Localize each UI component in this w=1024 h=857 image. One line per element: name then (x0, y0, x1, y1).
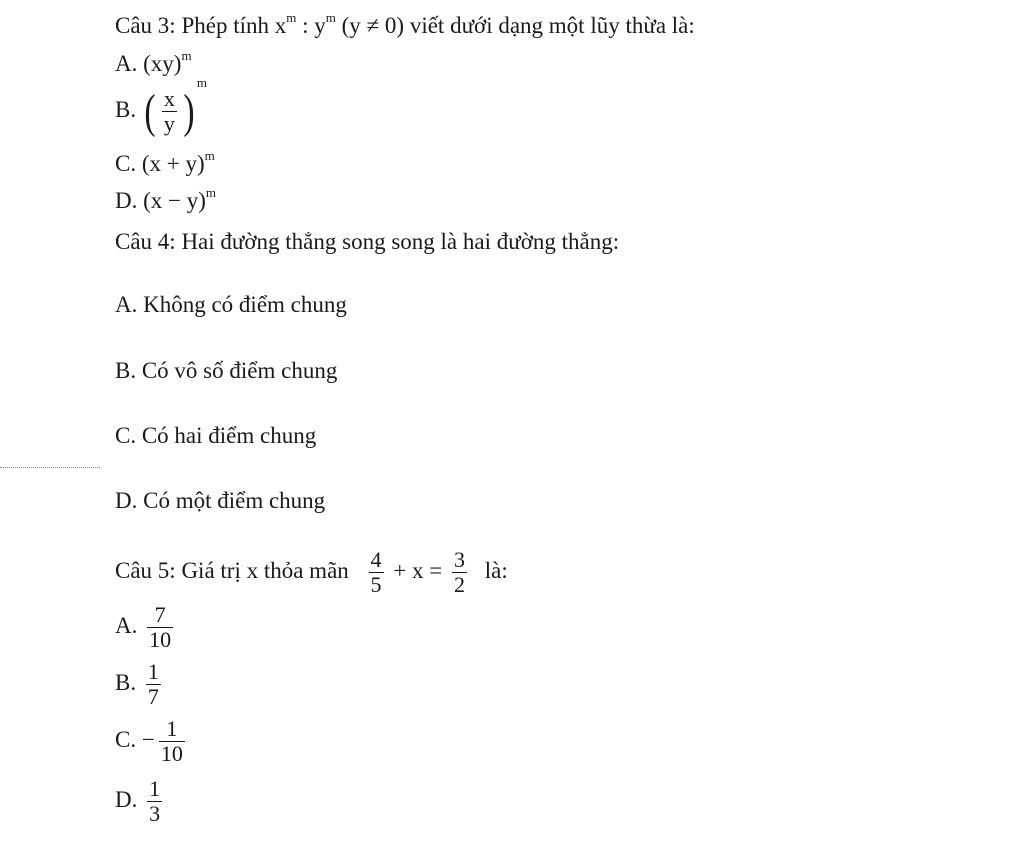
denominator: y (163, 111, 175, 137)
q3-stem-exp-y: m (325, 10, 336, 25)
denominator: 7 (147, 684, 159, 710)
q5-option-d (115, 772, 166, 828)
option-label: D. (115, 787, 138, 812)
q3-d-base: (x − y) (143, 188, 206, 213)
option-label: B. (115, 670, 137, 695)
q5-fraction-1 (369, 548, 384, 597)
q3-option-c (115, 150, 215, 178)
numerator: 7 (147, 603, 173, 628)
q4-option-b: B. Có vô số điểm chung (115, 358, 338, 383)
q5-stem-mid: + x = (393, 558, 443, 583)
q4-option-a: A. Không có điểm chung (115, 292, 347, 317)
denominator: 10 (160, 741, 183, 767)
option-label: C. (115, 151, 137, 176)
q5-d-fraction (147, 777, 162, 826)
q3-stem-cond: (y ≠ 0) (335, 13, 410, 38)
q3-stem-colon: : (296, 13, 315, 38)
q3-d-exp: m (205, 185, 217, 200)
q5-c-fraction (159, 717, 185, 766)
q3-b-fraction (162, 87, 177, 136)
q3-a-base: (xy) (143, 51, 182, 76)
q5-stem (115, 543, 508, 599)
q4-option-c: C. Có hai điểm chung (115, 423, 317, 448)
q3-c-exp: m (204, 148, 215, 163)
q4-option-d: D. Có một điểm chung (115, 488, 326, 513)
q5-b-fraction (146, 660, 161, 709)
option-label: C. (115, 727, 137, 752)
numerator: 4 (370, 547, 382, 573)
q3-stem (115, 12, 695, 40)
option-label: B. (115, 97, 137, 122)
q3-option-d (115, 187, 216, 215)
q3-b-exp: m (196, 75, 207, 90)
denominator: 10 (149, 627, 172, 653)
option-label: A. (115, 51, 138, 76)
q5-a-fraction (147, 603, 173, 652)
denominator: 5 (370, 572, 382, 598)
q3-stem-y: y (314, 13, 326, 38)
right-paren: ) (183, 84, 195, 138)
numerator: 3 (454, 547, 465, 573)
option-label: A. (115, 613, 138, 638)
q3-c-base: (x + y) (141, 151, 205, 176)
minus-sign: − (141, 727, 155, 752)
q3-a-exp: m (181, 48, 192, 63)
dotted-divider (0, 467, 100, 468)
q3-stem-x: x (274, 13, 287, 38)
q3-stem-exp-x: m (286, 10, 297, 25)
q5-option-b (115, 655, 165, 711)
q3-option-a (115, 50, 192, 78)
denominator: 3 (149, 801, 161, 827)
denominator: 2 (454, 572, 465, 598)
q5-option-c (115, 712, 189, 768)
numerator: 1 (149, 776, 161, 802)
q3-stem-suffix: viết dưới dạng một lũy thừa là: (409, 13, 695, 38)
q5-fraction-2 (452, 548, 467, 597)
q3-option-b (115, 75, 207, 138)
q5-option-a (115, 598, 177, 654)
numerator: x (163, 86, 175, 112)
q5-stem-suffix: là: (484, 558, 508, 583)
numerator: 1 (147, 659, 159, 685)
option-label: D. (115, 188, 138, 213)
q5-stem-prefix: Câu 5: Giá trị x thỏa mãn (115, 558, 349, 583)
q3-stem-prefix: Câu 3: Phép tính (115, 13, 275, 38)
numerator: 1 (159, 717, 185, 742)
q4-stem: Câu 4: Hai đường thẳng song song là hai đường thẳng: (115, 229, 620, 254)
left-paren: ( (144, 84, 156, 138)
